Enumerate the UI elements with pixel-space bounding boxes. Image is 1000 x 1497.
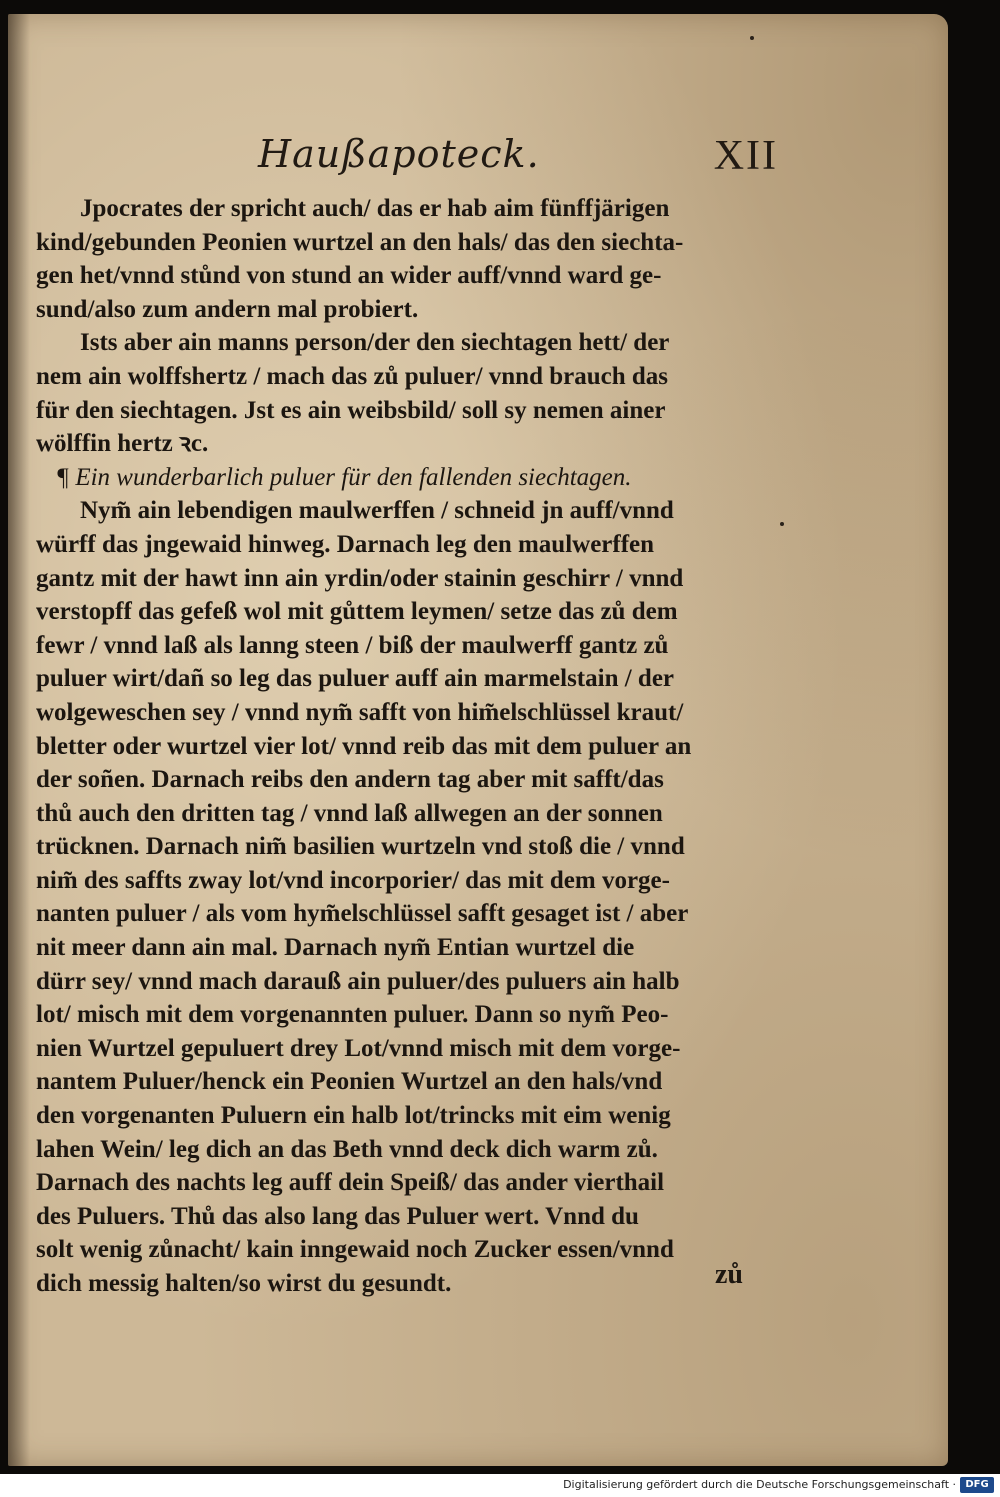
text-line: Ists aber ain manns person/der den siechtagen hett/ der	[80, 329, 670, 357]
text-line: Jpocrates der spricht auch/ das er hab aim fünffjärigen	[80, 195, 670, 222]
text-line: solt wenig zůnacht/ kain inngewaid noch Zucker essen/vnnd	[36, 1236, 674, 1264]
text-line: wölffin hertz ꝛc.	[36, 430, 209, 458]
ink-speck	[750, 36, 754, 40]
text-line: der soñen. Darnach reibs den andern tag aber mit safft/das	[36, 766, 664, 794]
text-line: nien Wurtzel gepuluert drey Lot/vnnd misch mit dem vorge-	[36, 1034, 681, 1062]
text-line: nit meer dann ain mal. Darnach nym̃ Entian wurtzel die	[36, 934, 635, 962]
text-line: Nym̃ ain lebendigen maulwerffen / schneid jn auff/vnnd	[80, 497, 674, 525]
dfg-logo-icon[interactable]: DFG	[960, 1477, 994, 1493]
text-line: nanten puluer / als vom hym̃elschlüssel safft gesaget ist / aber	[36, 900, 689, 928]
text-line: gantz mit der hawt inn ain yrdin/oder stainin geschirr / vnnd	[36, 564, 684, 592]
text-line: bletter oder wurtzel vier lot/ vnnd reib das mit dem puluer an	[36, 732, 692, 760]
text-line: fewr / vnnd laß als lanng steen / biß der maulwerff gantz zů	[36, 631, 669, 659]
page-header	[258, 132, 778, 182]
text-line: des Puluers. Thů das also lang das Puluer wert. Vnnd du	[36, 1202, 639, 1230]
text-line: würff das jngewaid hinweg. Darnach leg den maulwerffen	[36, 530, 655, 558]
text-line: lot/ misch mit dem vorgenannten puluer. Dann so nym̃ Peo-	[36, 1001, 669, 1029]
text-line: lahen Wein/ leg dich an das Beth vnnd deck dich warm zů.	[36, 1135, 658, 1163]
text-line: dürr sey/ vnnd mach darauß ain puluer/des puluers ain halb	[36, 967, 680, 995]
text-line: den vorgenanten Puluern ein halb lot/trincks mit eim wenig	[36, 1102, 671, 1130]
page-spine-shadow	[8, 14, 30, 1466]
text-line: gen het/vnnd stůnd von stund an wider auff/vnnd ward ge-	[36, 262, 662, 290]
text-line: für den siechtagen. Jst es ain weibsbild/ soll sy nemen ainer	[36, 396, 666, 424]
text-line: puluer wirt/dañ so leg das puluer auff ain marmelstain / der	[36, 665, 675, 693]
text-line: Darnach des nachts leg auff dein Speiß/ das ander vierthail	[36, 1169, 665, 1197]
text-line: verstopff das gefeß wol mit gůttem leymen/ setze das zů dem	[36, 598, 678, 626]
text-line: kind/gebunden Peonien wurtzel an den hals/ das den siechta-	[36, 228, 684, 256]
text-line: wolgeweschen sey / vnnd nym̃ safft von him̃elschlüssel kraut/	[36, 698, 684, 726]
folio-number: XII	[713, 133, 778, 179]
catchword: zů	[715, 1259, 743, 1290]
funding-credit: Digitalisierung gefördert durch die Deutsche Forschungsgemeinschaft ·	[563, 1478, 956, 1491]
running-head: Haußapoteck.	[258, 132, 540, 176]
text-line: trücknen. Darnach nim̃ basilien wurtzeln vnd stoß die / vnnd	[36, 833, 685, 861]
ink-speck	[780, 522, 784, 526]
text-line: nim̃ des saffts zway lot/vnd incorporier/ das mit dem vorge-	[36, 866, 670, 894]
section-heading: ¶ Ein wunderbarlich puluer für den fallenden siechtagen.	[56, 463, 632, 491]
body-text	[36, 192, 766, 1301]
book-page	[8, 14, 948, 1466]
text-line: dich messig halten/so wirst du gesundt.	[36, 1270, 452, 1297]
text-line: nantem Puluer/henck ein Peonien Wurtzel an den hals/vnd	[36, 1068, 663, 1096]
footer-bar	[0, 1474, 1000, 1497]
text-line: nem ain wolffshertz / mach das zů puluer/ vnnd brauch das	[36, 362, 669, 390]
text-line: thů auch den dritten tag / vnnd laß allwegen an der sonnen	[36, 799, 663, 827]
text-line: sund/also zum andern mal probiert.	[36, 295, 419, 323]
